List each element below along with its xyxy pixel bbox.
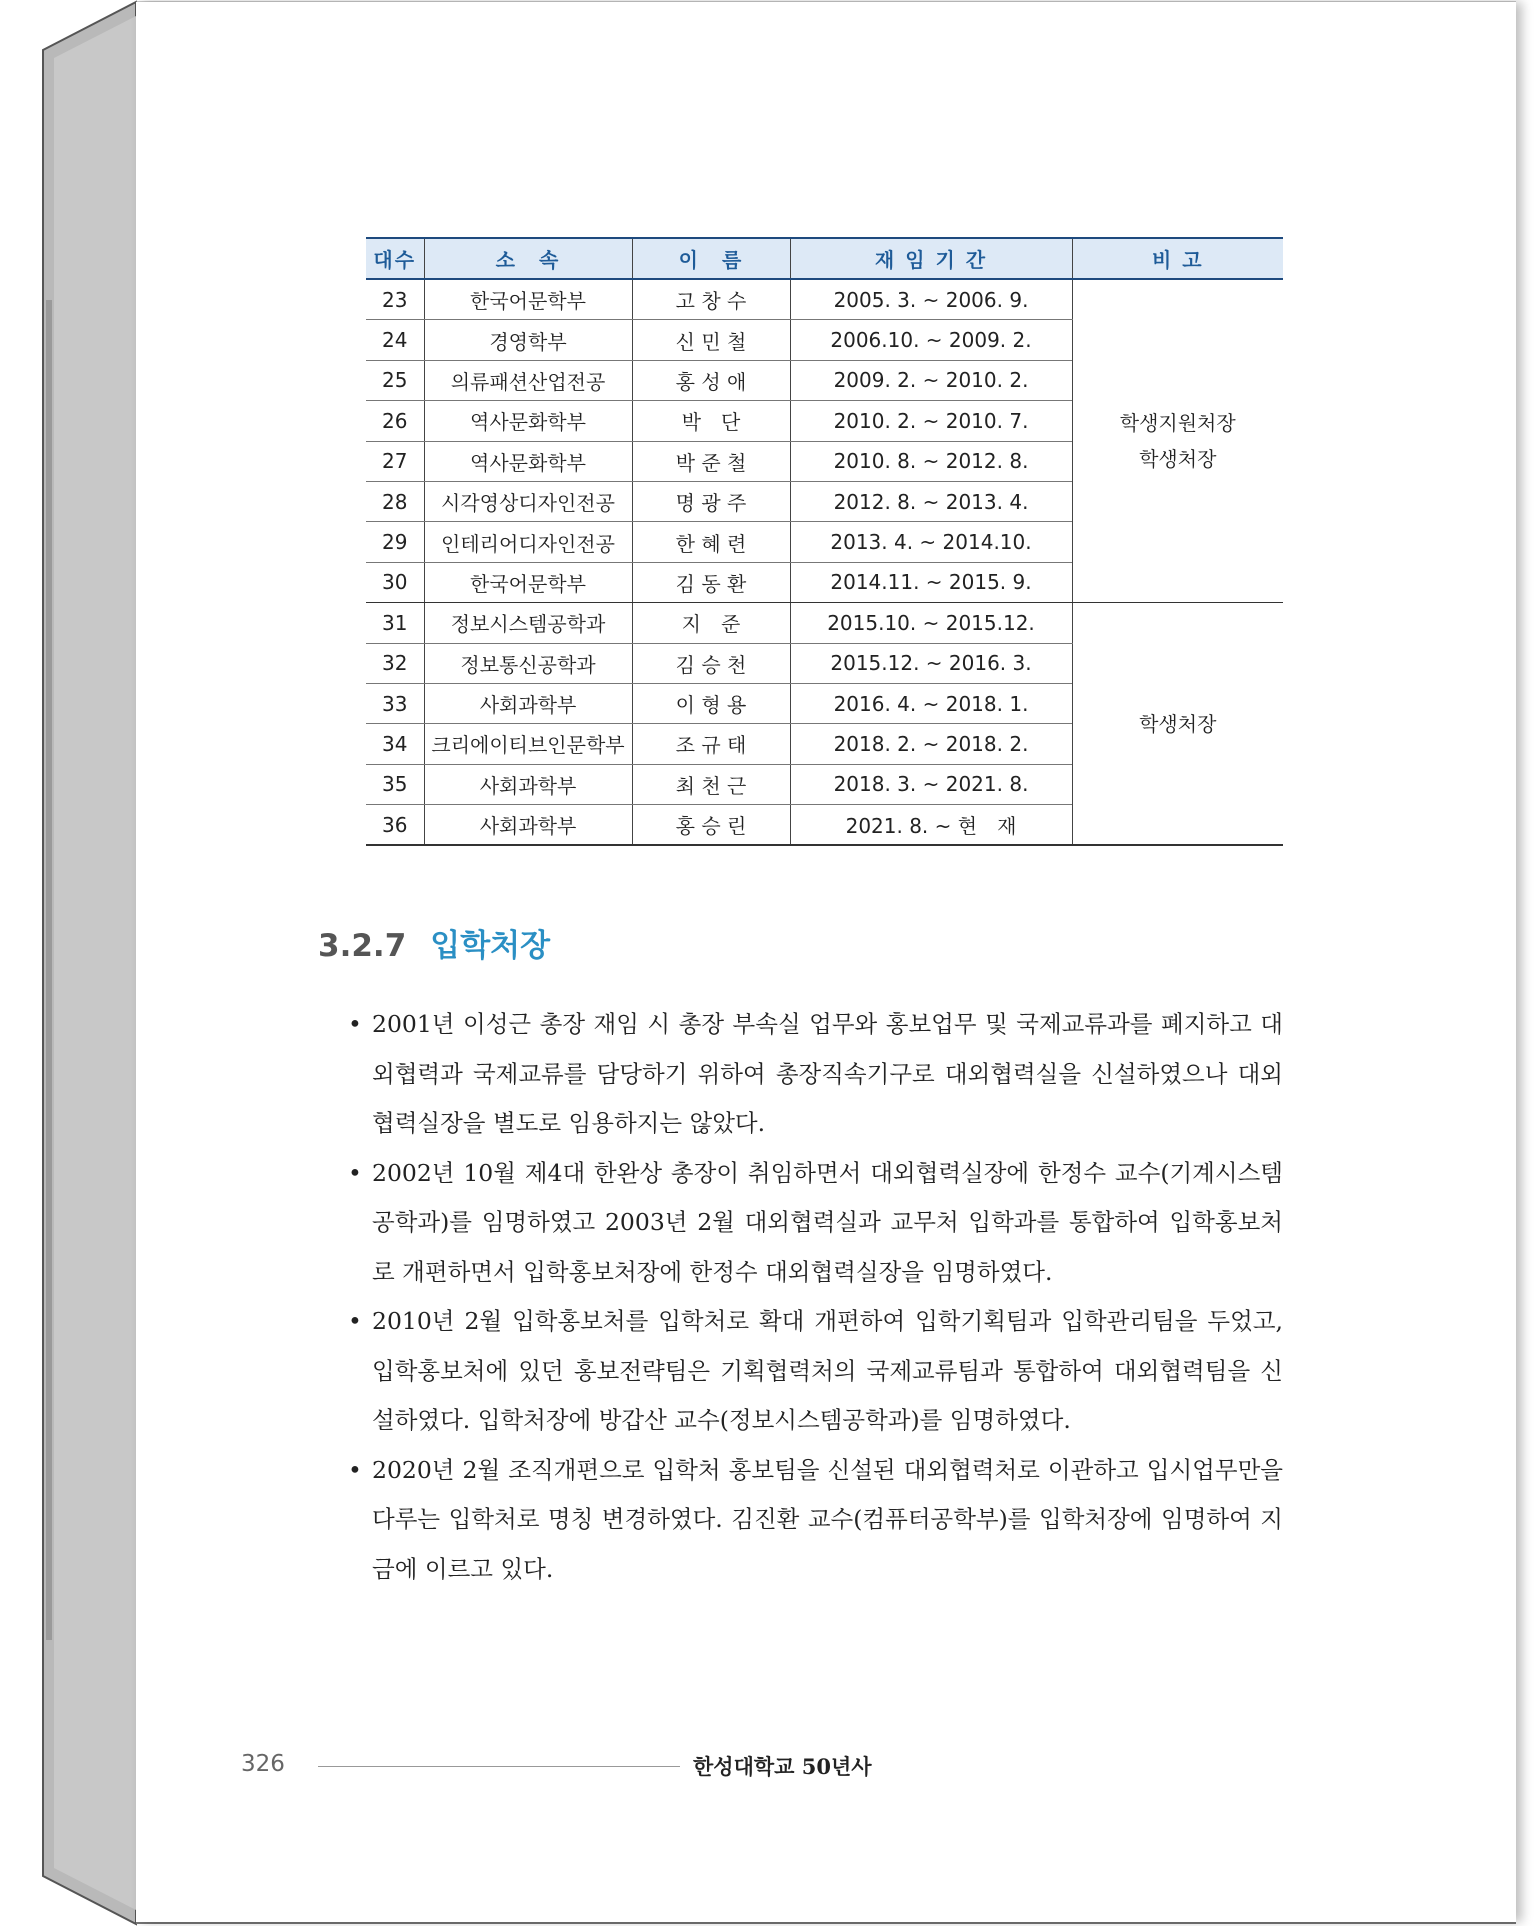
cell-term: 2006.10. ~ 2009. 2. (790, 320, 1072, 360)
cell-number: 31 (366, 603, 424, 643)
cell-name: 홍 승 린 (632, 805, 790, 846)
bullet-text: 2002년 10월 제4대 한완상 총장이 취임하면서 대외협력실장에 한정수 교수(기계시스템공학과)를 임명하였고 2003년 2월 대외협력실과 교무처 입학과를 통합하여 입학홍보처로 개편하면서 입학홍보처장에 한정수 대외협력실장을 임명하였다. (372, 1158, 1283, 1286)
cell-department: 사회과학부 (424, 805, 632, 846)
book-title: 한성대학교 50년사 (693, 1754, 872, 1779)
cell-department: 정보통신공학과 (424, 643, 632, 683)
cell-department: 크리에이티브인문학부 (424, 724, 632, 764)
bullet-paragraph (348, 1000, 1283, 1149)
cell-name: 홍 성 애 (632, 360, 790, 400)
cell-term: 2010. 8. ~ 2012. 8. (790, 441, 1072, 481)
bullet-mark: • (348, 1455, 362, 1484)
page-footer (241, 1747, 941, 1783)
cell-term: 2014.11. ~ 2015. 9. (790, 562, 1072, 602)
bullet-mark: • (348, 1158, 362, 1187)
header-term: 재 임 기 간 (790, 238, 1072, 279)
cell-number: 30 (366, 562, 424, 602)
remark-line: 학생지원처장 (1119, 411, 1236, 436)
cell-number: 26 (366, 401, 424, 441)
cell-department: 사회과학부 (424, 764, 632, 804)
cell-term: 2015.10. ~ 2015.12. (790, 603, 1072, 643)
cell-name: 조 규 태 (632, 724, 790, 764)
footer-rule (318, 1766, 680, 1767)
cell-number: 36 (366, 805, 424, 846)
cell-name: 박 단 (632, 401, 790, 441)
table-row (366, 279, 1283, 320)
bullet-paragraph (348, 1446, 1283, 1595)
bullet-list (348, 1000, 1283, 1594)
cell-name: 김 승 천 (632, 643, 790, 683)
table-header-row (366, 238, 1283, 279)
cell-department: 한국어문학부 (424, 279, 632, 320)
bullet-paragraph (348, 1297, 1283, 1446)
dean-history-table (366, 237, 1283, 846)
cell-department: 의류패션산업전공 (424, 360, 632, 400)
cell-department: 역사문화학부 (424, 401, 632, 441)
cell-term: 2021. 8. ~ 현 재 (790, 805, 1072, 846)
cell-number: 32 (366, 643, 424, 683)
cell-department: 인테리어디자인전공 (424, 522, 632, 562)
cell-term: 2009. 2. ~ 2010. 2. (790, 360, 1072, 400)
cell-name: 김 동 환 (632, 562, 790, 602)
section-heading (318, 920, 550, 965)
section-number: 3.2.7 (318, 928, 407, 964)
cell-department: 한국어문학부 (424, 562, 632, 602)
cell-number: 23 (366, 279, 424, 320)
cell-remarks-group-2: 학생처장 (1072, 603, 1283, 846)
cell-department: 사회과학부 (424, 683, 632, 723)
header-name: 이 름 (632, 238, 790, 279)
bullet-text: 2001년 이성근 총장 재임 시 총장 부속실 업무와 홍보업무 및 국제교류과를 폐지하고 대외협력과 국제교류를 담당하기 위하여 총장직속기구로 대외협력실을 신설하였으나 대외협력실장을 별도로 임용하지는 않았다. (372, 1010, 1283, 1137)
cell-number: 25 (366, 360, 424, 400)
cell-name: 신 민 철 (632, 320, 790, 360)
cell-department: 경영학부 (424, 320, 632, 360)
cell-name: 한 혜 련 (632, 522, 790, 562)
cell-name: 명 광 주 (632, 481, 790, 521)
cell-number: 29 (366, 522, 424, 562)
cell-term: 2010. 2. ~ 2010. 7. (790, 401, 1072, 441)
cell-term: 2015.12. ~ 2016. 3. (790, 643, 1072, 683)
cell-term: 2005. 3. ~ 2006. 9. (790, 279, 1072, 320)
cell-department: 역사문화학부 (424, 441, 632, 481)
cell-term: 2013. 4. ~ 2014.10. (790, 522, 1072, 562)
cell-number: 24 (366, 320, 424, 360)
table-row (366, 603, 1283, 643)
bullet-text: 2020년 2월 조직개편으로 입학처 홍보팀을 신설된 대외협력처로 이관하고 입시업무만을 다루는 입학처로 명칭 변경하였다. 김진환 교수(컴퓨터공학부)를 입학처장에 임명하여 지금에 이르고 있다. (372, 1455, 1283, 1583)
cell-name: 박 준 철 (632, 441, 790, 481)
cell-name: 지 준 (632, 603, 790, 643)
bullet-paragraph (348, 1149, 1283, 1298)
cell-number: 33 (366, 683, 424, 723)
cell-name: 고 창 수 (632, 279, 790, 320)
cell-department: 시각영상디자인전공 (424, 481, 632, 521)
bullet-mark: • (348, 1010, 362, 1038)
cell-name: 이 형 용 (632, 683, 790, 723)
section-title: 입학처장 (430, 928, 551, 964)
header-department: 소 속 (424, 238, 632, 279)
bullet-text: 2010년 2월 입학홍보처를 입학처로 확대 개편하여 입학기획팀과 입학관리팀을 두었고, 입학홍보처에 있던 홍보전략팀은 기획협력처의 국제교류팀과 통합하여 대외협력팀을 신설하였다. 입학처장에 방갑산 교수(정보시스템공학과)를 임명하였다. (372, 1307, 1283, 1434)
cell-number: 28 (366, 481, 424, 521)
cell-term: 2016. 4. ~ 2018. 1. (790, 683, 1072, 723)
cell-number: 35 (366, 764, 424, 804)
remark-line: 학생처장 (1139, 447, 1217, 472)
page-number: 326 (241, 1751, 285, 1777)
bullet-mark: • (348, 1307, 362, 1335)
cell-name: 최 천 근 (632, 764, 790, 804)
cell-term: 2018. 2. ~ 2018. 2. (790, 724, 1072, 764)
header-number: 대수 (366, 238, 424, 279)
cell-number: 34 (366, 724, 424, 764)
cell-term: 2018. 3. ~ 2021. 8. (790, 764, 1072, 804)
cell-remarks-group-1 (1072, 279, 1283, 603)
header-remarks: 비 고 (1072, 238, 1283, 279)
cell-department: 정보시스템공학과 (424, 603, 632, 643)
cell-number: 27 (366, 441, 424, 481)
cell-term: 2012. 8. ~ 2013. 4. (790, 481, 1072, 521)
